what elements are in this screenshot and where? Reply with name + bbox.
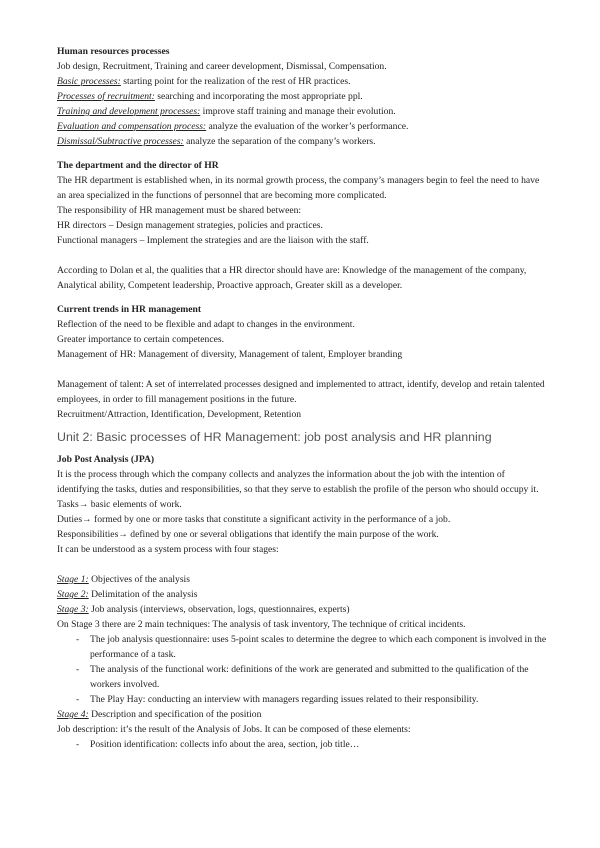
dash-bullet: - bbox=[76, 739, 80, 750]
list-item bbox=[57, 692, 547, 707]
stage-label: Stage 1: bbox=[57, 574, 89, 585]
list-item-text: Position identification: collects info about the area, section, job title… bbox=[90, 739, 360, 750]
list-item-text: The job analysis questionnaire: uses 5-point scales to determine the degree to which each component is involved in the performance of a task. bbox=[90, 634, 547, 660]
duties-line: Duties→ formed by one or more tasks that constitute a significant activity in the performance of a job. bbox=[57, 514, 451, 525]
stage-label: Stage 4: bbox=[57, 709, 89, 720]
system-process-line: It can be understood as a system process with four stages: bbox=[57, 544, 279, 555]
stage-text: Job analysis (interviews, observation, logs, questionnaires, experts) bbox=[88, 604, 350, 615]
process-desc: improve staff training and manage their evolution. bbox=[200, 106, 396, 117]
process-recruitment bbox=[57, 89, 547, 104]
responsibilities-line: Responsibilities→ defined by one or several obligations that identify the main purpose of the work. bbox=[57, 529, 439, 540]
spacer bbox=[57, 362, 547, 377]
stage-text: Description and specification of the position bbox=[88, 709, 262, 720]
stage-text: Delimitation of the analysis bbox=[88, 589, 198, 600]
spacer bbox=[57, 557, 547, 572]
heading-current-trends: Current trends in HR management bbox=[57, 304, 202, 315]
process-term: Training and development processes: bbox=[57, 106, 201, 117]
stage-2 bbox=[57, 587, 547, 602]
process-evaluation bbox=[57, 119, 547, 134]
list-item-text: The Play Hay: conducting an interview with managers regarding issues related to their responsibility. bbox=[90, 694, 479, 705]
talent-stages: Recruitment/Attraction, Identification, Development, Retention bbox=[57, 409, 302, 420]
tasks-line: Tasks→ basic elements of work. bbox=[57, 499, 182, 510]
list-item bbox=[57, 737, 547, 752]
stage-text: Objectives of the analysis bbox=[88, 574, 190, 585]
dash-bullet: - bbox=[76, 634, 80, 645]
stage-4 bbox=[57, 707, 547, 722]
dash-bullet: - bbox=[76, 694, 80, 705]
process-term: Basic processes: bbox=[57, 76, 121, 87]
unit-2-title: Unit 2: Basic processes of HR Management: job post analysis and HR planning bbox=[57, 430, 492, 444]
stage-3-note: On Stage 3 there are 2 main techniques: The analysis of task inventory, The technique of critical incidents. bbox=[57, 619, 466, 630]
heading-hr-processes: Human resources processes bbox=[57, 46, 170, 57]
stage-label: Stage 2: bbox=[57, 589, 89, 600]
hr-processes-intro: Job design, Recruitment, Training and career development, Dismissal, Compensation. bbox=[57, 61, 387, 72]
process-term: Dismissal/Subtractive processes: bbox=[57, 136, 184, 147]
process-desc: analyze the separation of the company’s workers. bbox=[183, 136, 376, 147]
heading-department-director: The department and the director of HR bbox=[57, 160, 219, 171]
spacer bbox=[57, 293, 547, 302]
process-dismissal bbox=[57, 134, 547, 149]
trend-line: Reflection of the need to be flexible and adapt to changes in the environment. bbox=[57, 319, 355, 330]
hr-directors-line: HR directors – Design management strategies, policies and practices. bbox=[57, 220, 323, 231]
spacer bbox=[57, 149, 547, 158]
list-item-text: The analysis of the functional work: definitions of the work are generated and submitted to the qualification of the workers involved. bbox=[90, 664, 529, 690]
stage-label: Stage 3: bbox=[57, 604, 89, 615]
functional-managers-line: Functional managers – Implement the strategies and are the liaison with the staff. bbox=[57, 235, 369, 246]
list-item bbox=[57, 662, 547, 692]
process-basic bbox=[57, 74, 547, 89]
process-desc: searching and incorporating the most appropriate ppl. bbox=[154, 91, 363, 102]
department-paragraph: The HR department is established when, in its normal growth process, the company’s managers begin to feel the need to have an area specialized in the functions of personnel that are becoming more complicated. bbox=[57, 175, 540, 201]
trend-line: Management of HR: Management of diversity, Management of talent, Employer branding bbox=[57, 349, 403, 360]
process-desc: analyze the evaluation of the worker’s performance. bbox=[206, 121, 409, 132]
process-training bbox=[57, 104, 547, 119]
document-page bbox=[57, 44, 547, 752]
director-qualities-paragraph: According to Dolan et al, the qualities that a HR director should have are: Knowledge of the management of the company, Analytical ability, Competent leadership, Proactive approach, Greater skill as a developer. bbox=[57, 265, 527, 291]
list-item bbox=[57, 632, 547, 662]
stage-1 bbox=[57, 572, 547, 587]
process-term: Processes of recruitment: bbox=[57, 91, 155, 102]
job-description-line: Job description: it’s the result of the Analysis of Jobs. It can be composed of these elements: bbox=[57, 724, 411, 735]
stage-3 bbox=[57, 602, 547, 617]
heading-jpa: Job Post Analysis (JPA) bbox=[57, 454, 155, 465]
shared-responsibility: The responsibility of HR management must be shared between: bbox=[57, 205, 302, 216]
jpa-paragraph: It is the process through which the company collects and analyzes the information about the job with the intention of identifying the tasks, duties and responsibilities, so that they serve to establish the profile of the person who should occupy it. bbox=[57, 469, 539, 495]
process-term: Evaluation and compensation process: bbox=[57, 121, 207, 132]
trend-line: Greater importance to certain competences. bbox=[57, 334, 225, 345]
spacer bbox=[57, 248, 547, 263]
process-desc: starting point for the realization of the rest of HR practices. bbox=[120, 76, 351, 87]
dash-bullet: - bbox=[76, 664, 80, 675]
talent-paragraph: Management of talent: A set of interrelated processes designed and implemented to attract, identify, develop and retain talented employees, in order to fill management positions in the future. bbox=[57, 379, 545, 405]
